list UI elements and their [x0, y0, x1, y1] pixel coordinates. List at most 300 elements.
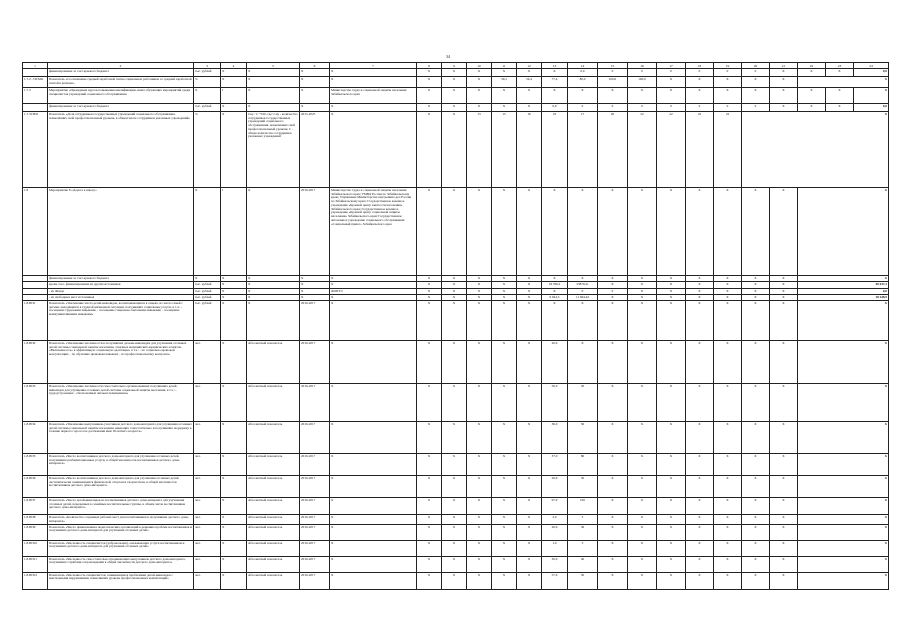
- table-cell: %: [194, 112, 221, 188]
- table-cell: 0,0: [568, 69, 598, 77]
- table-cell: X: [770, 515, 798, 525]
- table-cell: X: [714, 341, 742, 384]
- table-cell: X: [330, 77, 417, 88]
- table-cell: X: [657, 188, 686, 276]
- row-code-cell: 1.8.ПП12: [23, 572, 48, 589]
- table-cell: X: [417, 341, 442, 384]
- table-cell: X: [628, 515, 657, 525]
- table-cell: 0: [686, 104, 714, 112]
- table-cell: 50: [568, 476, 598, 498]
- table-cell: X: [300, 282, 330, 289]
- table-cell: X: [221, 289, 247, 295]
- header-cell: 5: [247, 63, 300, 69]
- table-cell: 0: [657, 69, 686, 77]
- row-title-cell: - из свободных мест источников: [48, 295, 194, 301]
- header-cell: 15: [598, 63, 628, 69]
- table-cell: 54,4: [517, 77, 542, 88]
- table-cell: X: [221, 476, 247, 498]
- header-cell: 23: [826, 63, 854, 69]
- table-cell: X: [686, 384, 714, 422]
- table-cell: X: [686, 524, 714, 540]
- table-cell: 17: [568, 112, 598, 188]
- table-cell: X: [798, 556, 889, 572]
- row-title-cell: Показатель «Увеличение выпускников-участников детского дома-интерната для улучшения отсевных детей системы социальной защиты населения, имеющих самостоятельно и получивших поддержку в течение первого года после достижения ими 18-летнего возраста»: [48, 422, 194, 454]
- table-cell: X: [798, 498, 889, 515]
- table-cell: X: [598, 422, 628, 454]
- table-cell: чел.: [194, 384, 221, 422]
- table-cell: X: [517, 88, 542, 104]
- table-cell: 2016-2017: [300, 384, 330, 422]
- table-cell: 1,0: [542, 540, 568, 556]
- table-cell: X: [221, 69, 247, 77]
- table-cell: X: [686, 515, 714, 525]
- table-cell: X: [330, 572, 417, 589]
- table-cell: X: [221, 556, 247, 572]
- table-cell: чел.: [194, 515, 221, 525]
- table-row: [23, 77, 889, 88]
- table-cell: X: [221, 295, 247, 301]
- table-cell: X: [330, 341, 417, 384]
- table-cell: 16: [517, 112, 542, 188]
- table-cell: X: [442, 422, 467, 454]
- table-cell: X: [542, 276, 568, 282]
- table-cell: X: [770, 282, 798, 289]
- table-cell: X: [442, 524, 467, 540]
- page-number: 34: [446, 54, 450, 59]
- table-cell: X: [221, 540, 247, 556]
- table-cell: X: [568, 341, 598, 384]
- table-cell: X: [492, 476, 517, 498]
- table-cell: X: [442, 476, 467, 498]
- table-cell: X: [442, 301, 467, 341]
- table-cell: X: [467, 276, 492, 282]
- header-cell: 24: [854, 63, 889, 69]
- table-row: [23, 498, 889, 515]
- table-cell: X: [442, 282, 467, 289]
- table-cell: X: [628, 540, 657, 556]
- table-cell: X: [492, 384, 517, 422]
- table-cell: X: [442, 515, 467, 525]
- table-cell: тыс. рублей: [194, 282, 221, 289]
- table-cell: X: [467, 69, 492, 77]
- table-row: [23, 524, 889, 540]
- row-code-cell: 1.7.3: [23, 88, 48, 104]
- table-cell: X: [517, 540, 542, 556]
- table-cell: X: [598, 301, 628, 341]
- row-code-cell: 1.8.ПП11: [23, 556, 48, 572]
- table-cell: X: [742, 572, 770, 589]
- table-cell: X: [770, 540, 798, 556]
- table-cell: X: [542, 188, 568, 276]
- table-cell: X: [628, 384, 657, 422]
- table-cell: X: [686, 476, 714, 498]
- table-cell: чел.: [194, 572, 221, 589]
- table-cell: X: [247, 295, 300, 301]
- table-cell: X: [442, 556, 467, 572]
- table-cell: X: [517, 476, 542, 498]
- table-cell: X: [442, 454, 467, 476]
- table-cell: чел.: [194, 556, 221, 572]
- table-cell: 20: [598, 112, 628, 188]
- table-cell: X: [598, 454, 628, 476]
- table-cell: X: [221, 341, 247, 384]
- table-cell: X: [442, 112, 467, 188]
- table-cell: X: [742, 422, 770, 454]
- table-cell: Абсолютный показатель: [247, 476, 300, 498]
- table-cell: X: [300, 69, 330, 77]
- table-cell: 0: [714, 104, 742, 112]
- header-cell: 16: [628, 63, 657, 69]
- table-cell: X: [714, 276, 742, 282]
- table-cell: X: [467, 384, 492, 422]
- table-cell: X: [628, 422, 657, 454]
- table-cell: 2016-2017: [300, 515, 330, 525]
- table-cell: X: [742, 515, 770, 525]
- header-cell: 3: [194, 63, 221, 69]
- table-cell: X: [417, 301, 442, 341]
- table-cell: X: [417, 454, 442, 476]
- table-cell: 2016-2017: [300, 341, 330, 384]
- table-cell: X: [221, 454, 247, 476]
- table-cell: X: [247, 301, 300, 341]
- table-cell: X: [657, 301, 686, 341]
- table-cell: 0: [628, 69, 657, 77]
- row-title-cell: Показатель «Доля сотрудников государственных учреждений социального обслуживания, повысивших свой профессиональный уровень, в общем числе сотрудников указанных учреждений»: [48, 112, 194, 188]
- table-cell: X: [492, 276, 517, 282]
- table-cell: X: [517, 69, 542, 77]
- program-indicators-table: [22, 62, 889, 590]
- table-cell: тыс. рублей: [194, 301, 221, 341]
- table-cell: 3: [568, 515, 598, 525]
- row-title-cell: Показатель «Соотношение средней заработной платы социальных работников со средней заработной платой в регионе»: [48, 77, 194, 88]
- table-cell: X: [517, 556, 542, 572]
- row-code-cell: 1.8.ПП7: [23, 498, 48, 515]
- table-cell: X: [742, 556, 770, 572]
- table-cell: 0: [657, 104, 686, 112]
- table-cell: X: [492, 69, 517, 77]
- row-code-cell: 1.8.ПП8: [23, 515, 48, 525]
- table-cell: X: [742, 540, 770, 556]
- table-cell: X: [492, 572, 517, 589]
- table-cell: X: [742, 476, 770, 498]
- table-cell: X: [517, 524, 542, 540]
- table-cell: X: [300, 295, 330, 301]
- table-cell: X: [598, 384, 628, 422]
- table-cell: X: [714, 188, 742, 276]
- table-cell: X: [517, 498, 542, 515]
- table-cell: X: [657, 295, 686, 301]
- table-cell: X: [542, 301, 568, 341]
- header-cell: 17: [657, 63, 686, 69]
- table-cell: X: [568, 188, 598, 276]
- table-cell: чел.: [194, 476, 221, 498]
- table-cell: 2015-2025: [300, 112, 330, 188]
- table-cell: 2016-2017: [300, 422, 330, 454]
- table-cell: X: [417, 276, 442, 282]
- table-cell: X: [417, 556, 442, 572]
- table-cell: X: [467, 301, 492, 341]
- row-title-cell: Показатель «Увеличение численности в получивших детьми-инвалидам для улучшения отсевных детей системы социальной защиты населения, отказных медицинских-юридических аспектов, «Включенность» в эффективную социальную адаптацию, в т.ч.: - по социально-правовой консультации; - по обучению правовым навыкам; - по профессиональному контролю»: [48, 341, 194, 384]
- header-cell: 8: [417, 63, 442, 69]
- table-cell: X: [657, 524, 686, 540]
- table-cell: 40 637,3: [798, 282, 889, 289]
- table-cell: X: [742, 77, 770, 88]
- table-row: [23, 282, 889, 289]
- table-cell: X: [686, 572, 714, 589]
- table-cell: X: [686, 341, 714, 384]
- table-cell: X: [628, 454, 657, 476]
- table-cell: X: [568, 276, 598, 282]
- row-title-cell: - из Фонда: [48, 289, 194, 295]
- header-cell: 12: [517, 63, 542, 69]
- table-cell: X: [798, 341, 889, 384]
- table-cell: X: [467, 422, 492, 454]
- table-cell: 2016-2017: [300, 572, 330, 589]
- table-cell: X: [492, 301, 517, 341]
- table-row: [23, 188, 889, 276]
- table-cell: X: [686, 540, 714, 556]
- table-cell: X: [442, 498, 467, 515]
- table-cell: X: [598, 282, 628, 289]
- table-cell: X: [770, 341, 798, 384]
- table-cell: X: [492, 104, 517, 112]
- table-cell: X: [798, 104, 826, 112]
- table-cell: X: [330, 276, 417, 282]
- table-cell: X: [517, 188, 542, 276]
- table-cell: X: [598, 498, 628, 515]
- table-cell: X: [442, 295, 467, 301]
- table-cell: X: [467, 282, 492, 289]
- table-cell: X: [686, 301, 714, 341]
- table-cell: X: [517, 301, 542, 341]
- table-cell: X: [628, 188, 657, 276]
- table-cell: X: [517, 384, 542, 422]
- table-cell: X: [770, 289, 798, 295]
- table-cell: X: [467, 289, 492, 295]
- table-cell: X: [442, 77, 467, 88]
- table-row: [23, 476, 889, 498]
- table-cell: X: [598, 88, 628, 104]
- table-cell: 40: [568, 556, 598, 572]
- table-cell: X: [442, 384, 467, 422]
- table-cell: чел.: [194, 422, 221, 454]
- row-code-cell: 1.8.ПП5: [23, 454, 48, 476]
- table-cell: X: [467, 188, 492, 276]
- table-cell: X: [300, 289, 330, 295]
- table-cell: X: [467, 77, 492, 88]
- table-cell: X: [442, 289, 467, 295]
- row-title-cell: Показатель «Число воспитанников детского дома-интерната для улучшения отсевных детей, систематически занимающихся физической, спортом и творчеством, в общей численности воспитанников детского дома-интерната»: [48, 476, 194, 498]
- table-cell: X: [221, 384, 247, 422]
- header-cell: 20: [742, 63, 770, 69]
- table-cell: X: [194, 188, 221, 276]
- table-cell: 57,0: [542, 572, 568, 589]
- table-cell: X: [686, 88, 714, 104]
- row-code-cell: 1.7.3.ПМ1: [23, 112, 48, 188]
- table-cell: 0: [714, 69, 742, 77]
- table-cell: 18 248,9: [798, 295, 889, 301]
- row-title-cell: финансирование за счет краевого бюджета: [48, 104, 194, 112]
- table-cell: X: [247, 188, 300, 276]
- row-title-cell: Показатель «Численность самостоятельно проживающих выпускников детского дома-интерната, получивших службами сопровождения в общей численности детского дома-интерната»: [48, 556, 194, 572]
- table-cell: X: [657, 515, 686, 525]
- header-cell: 1: [23, 63, 48, 69]
- table-cell: X: [598, 341, 628, 384]
- table-cell: тыс. рублей: [194, 295, 221, 301]
- table-cell: X: [657, 498, 686, 515]
- table-cell: X: [770, 498, 798, 515]
- table-cell: X: [657, 289, 686, 295]
- table-cell: X: [826, 88, 854, 104]
- header-cell: 22: [798, 63, 826, 69]
- table-row: [23, 69, 889, 77]
- table-cell: ФОПТЭ: [330, 289, 417, 295]
- table-cell: X: [714, 289, 742, 295]
- row-code-cell: 1.8.ПП2: [23, 341, 48, 384]
- row-title-cell: финансирование за счет краевого бюджета: [48, 276, 194, 282]
- table-cell: X: [598, 524, 628, 540]
- table-cell: 22: [628, 112, 657, 188]
- table-cell: X: [598, 515, 628, 525]
- table-cell: X: [770, 524, 798, 540]
- row-title-cell: Показатель «Увеличение численности самостоятельно организовавших получивших детей-инвалидов для улучшения отсевных детей системы социальной защиты населения, в т.ч.: - трудоустроенных - обеспеченных жильем помещением»: [48, 384, 194, 422]
- table-cell: X: [742, 384, 770, 422]
- table-row: [23, 572, 889, 589]
- table-cell: Министерство труда и социальной защиты населения Забайкальского края; УМВД России по Забайкальскому краю; Управление Министерства внутренних дел России по Забайкальскому краю; Государственное казенное учреждение «Краевой центр занятости населения» Забайкальского края; Государственное казенное учреждение «Краевой центр социальной защиты населения» Забайкальского края; Государственное автономное учреждение социального обслуживания «Социальный приют» Забайкальского края: [330, 188, 417, 276]
- table-cell: X: [742, 188, 770, 276]
- table-cell: X: [417, 422, 442, 454]
- table-cell: X: [517, 282, 542, 289]
- header-cell: 13: [542, 63, 568, 69]
- table-row: [23, 88, 889, 104]
- table-cell: X: [628, 498, 657, 515]
- table-cell: Министерство труда и социальной защиты населения Забайкальского края: [330, 88, 417, 104]
- table-cell: X: [628, 88, 657, 104]
- table-cell: X: [714, 454, 742, 476]
- table-cell: X: [330, 384, 417, 422]
- table-cell: X: [826, 104, 854, 112]
- table-cell: 56,5: [492, 77, 517, 88]
- table-cell: 2016-2017: [300, 524, 330, 540]
- table-cell: X: [467, 104, 492, 112]
- table-cell: X: [798, 301, 889, 341]
- table-cell: 37,0: [542, 454, 568, 476]
- table-cell: X: [742, 276, 770, 282]
- table-row: [23, 540, 889, 556]
- row-code-cell: [23, 69, 48, 77]
- table-cell: тыс. рублей: [194, 289, 221, 295]
- table-cell: X: [492, 295, 517, 301]
- table-cell: X: [467, 515, 492, 525]
- table-cell: X: [770, 88, 798, 104]
- table-cell: 0,0: [542, 104, 568, 112]
- table-cell: X: [300, 77, 330, 88]
- table-cell: X: [300, 88, 330, 104]
- table-cell: X: [417, 295, 442, 301]
- table-cell: X: [714, 556, 742, 572]
- table-cell: 0: [568, 104, 598, 112]
- table-cell: X: [492, 515, 517, 525]
- row-code-cell: [23, 282, 48, 289]
- header-cell: 2: [48, 63, 194, 69]
- table-cell: X: [686, 289, 714, 295]
- table-cell: X: [194, 276, 221, 282]
- table-cell: X: [247, 77, 300, 88]
- table-cell: X: [686, 454, 714, 476]
- table-cell: X: [854, 88, 889, 104]
- table-row: [23, 384, 889, 422]
- row-code-cell: 1.8: [23, 188, 48, 276]
- table-cell: X: [714, 88, 742, 104]
- table-cell: X: [657, 454, 686, 476]
- row-title-cell: Показатель «Число воспитанников детского дома-интерната для улучшения отсевных детей, получивших реабилитационные услуги, в общей численности воспитанников детского дома-интерната»: [48, 454, 194, 476]
- table-cell: X: [442, 88, 467, 104]
- table-cell: X: [657, 88, 686, 104]
- table-cell: X: [467, 572, 492, 589]
- table-cell: Сну / С *100, где: Сну - количество сотрудников государственных учреждений социального обслуживания, повысивших свой профессиональный уровень; С - общее количество сотрудников указанных учреждений: [247, 112, 300, 188]
- table-cell: X: [770, 77, 798, 88]
- table-cell: X: [247, 88, 300, 104]
- table-cell: X: [492, 88, 517, 104]
- table-cell: X: [417, 69, 442, 77]
- table-cell: 0,0: [798, 289, 889, 295]
- table-cell: X: [517, 515, 542, 525]
- table-cell: X: [714, 301, 742, 341]
- table-cell: 97,0: [542, 498, 568, 515]
- table-cell: Абсолютный показатель: [247, 540, 300, 556]
- table-cell: X: [247, 289, 300, 295]
- table-cell: чел.: [194, 454, 221, 476]
- table-cell: 22: [657, 112, 686, 188]
- row-code-cell: 1.8.ПП1: [23, 301, 48, 341]
- row-title-cell: Показатель «Численность специалистов (добровольцев), оказывающих услуги воспитанникам и получивших детского дома-интерната для улучшения отсевных детей»: [48, 540, 194, 556]
- table-cell: X: [492, 498, 517, 515]
- table-cell: X: [221, 104, 247, 112]
- table-cell: X: [598, 556, 628, 572]
- table-cell: X: [742, 301, 770, 341]
- table-cell: X: [686, 77, 714, 88]
- table-cell: 0: [628, 104, 657, 112]
- table-cell: 50: [568, 384, 598, 422]
- row-title-cell: Мероприятие «Проведение курсов повышения квалификации, иных обучающих мероприятий среди специалистов учреждений социального обслуживания»: [48, 88, 194, 104]
- table-cell: 0: [686, 69, 714, 77]
- table-cell: X: [330, 282, 417, 289]
- table-cell: X: [628, 524, 657, 540]
- table-cell: X: [742, 295, 770, 301]
- table-cell: X: [221, 282, 247, 289]
- table-cell: X: [247, 69, 300, 77]
- table-cell: X: [417, 476, 442, 498]
- table-cell: X: [798, 454, 889, 476]
- table-cell: 20,0: [542, 341, 568, 384]
- table-cell: чел.: [194, 498, 221, 515]
- table-cell: X: [770, 301, 798, 341]
- table-cell: X: [417, 515, 442, 525]
- table-cell: X: [742, 282, 770, 289]
- table-cell: X: [798, 476, 889, 498]
- table-cell: Абсолютный показатель: [247, 524, 300, 540]
- table-cell: X: [467, 454, 492, 476]
- table-cell: X: [517, 572, 542, 589]
- header-cell: 11: [492, 63, 517, 69]
- table-cell: X: [598, 295, 628, 301]
- table-cell: тыс. рублей: [194, 104, 221, 112]
- row-code-cell: 1.7.2 - ПСМО: [23, 77, 48, 88]
- table-cell: X: [714, 77, 742, 88]
- table-cell: X: [492, 188, 517, 276]
- table-cell: X: [657, 282, 686, 289]
- table-cell: X: [568, 301, 598, 341]
